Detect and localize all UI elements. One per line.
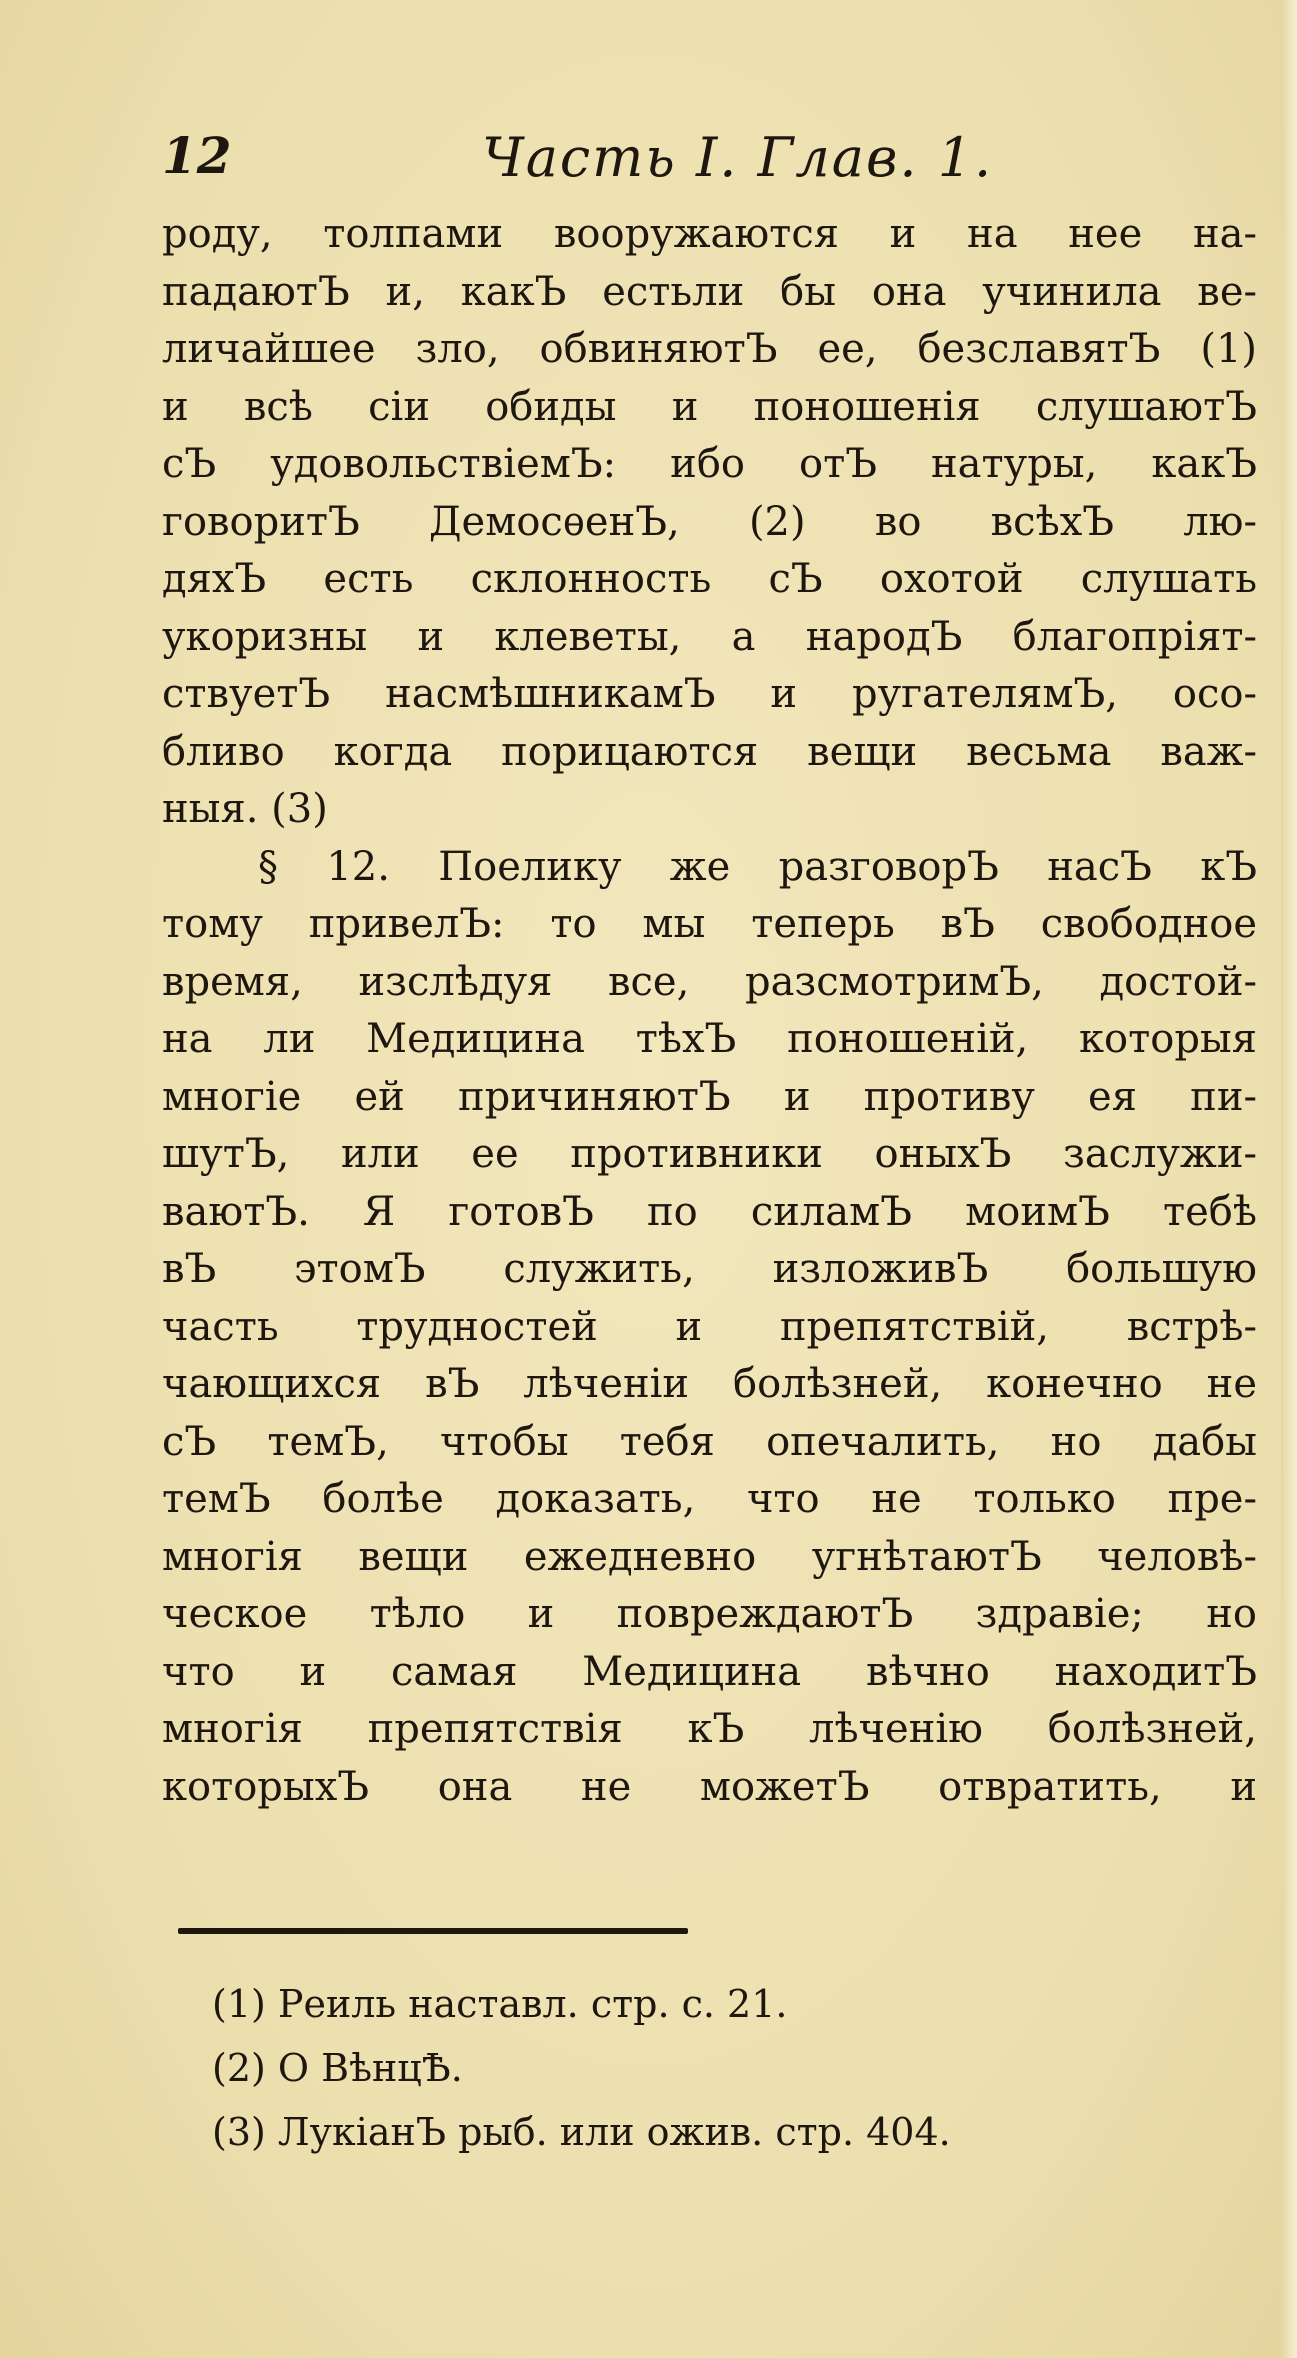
running-head: Часть I. Глав. 1.	[482, 126, 994, 189]
text-line: и всѣ сіи обиды и поношенія слушаютЪ	[162, 383, 1257, 430]
text-line: часть трудностей и препятствій, встрѣ-	[162, 1303, 1257, 1350]
text-line: ческое тѣло и повреждаютЪ здравіе; но	[162, 1591, 1257, 1637]
text-line: укоризны и клеветы, а народЪ благопріят-	[162, 613, 1257, 660]
page-header	[162, 118, 1262, 198]
text-line: роду, толпами вооружаются и на нее на-	[162, 211, 1257, 257]
text-line: бливо когда порицаются вещи весьма важ-	[162, 728, 1257, 775]
text-line: время, изслѣдуя все, разсмотримЪ, достой-	[162, 958, 1257, 1005]
text-line: многія препятствія кЪ лѣченію болѣзней,	[162, 1706, 1257, 1752]
footnote-3: (3) ЛукіанЪ рыб. или ожив. стр. 404.	[212, 2110, 951, 2154]
text-line: которыхЪ она не можетЪ отвратить, и	[162, 1763, 1257, 1810]
page-edge-shadow	[1281, 0, 1297, 2358]
footnote-2: (2) О ВѣнцѢ.	[212, 2046, 463, 2090]
text-line: чающихся вЪ лѣченіи болѣзней, конечно не	[162, 1361, 1257, 1407]
text-line: что и самая Медицина вѣчно находитЪ	[162, 1648, 1257, 1695]
text-line: на ли Медицина тѣхЪ поношеній, которыя	[162, 1016, 1257, 1062]
body-text	[162, 206, 1257, 1816]
text-line: ваютЪ. Я готовЪ по силамЪ моимЪ тебѣ	[162, 1188, 1257, 1235]
text-line: ствуетЪ насмѣшникамЪ и ругателямЪ, осо-	[162, 671, 1257, 717]
section-start-line: § 12. Поелику же разговорЪ насЪ кЪ	[258, 843, 1257, 890]
text-line: ныя. (3)	[162, 786, 328, 832]
text-line: сЪ удовольствіемЪ: ибо отЪ натуры, какЪ	[162, 441, 1257, 487]
text-line: тому привелЪ: то мы теперь вЪ свободное	[162, 901, 1257, 947]
text-line: темЪ болѣе доказать, что не только пре-	[162, 1476, 1257, 1522]
text-line: говоритЪ ДемосѳенЪ, (2) во всѣхЪ лю-	[162, 498, 1257, 545]
text-line: сЪ темЪ, чтобы тебя опечалить, но дабы	[162, 1418, 1257, 1465]
footnote-1: (1) Реиль наставл. стр. с. 21.	[212, 1982, 788, 2026]
text-line: дяхЪ есть склонность сЪ охотой слушать	[162, 556, 1257, 602]
text-line: многія вещи ежедневно угнѣтаютЪ человѣ-	[162, 1533, 1257, 1580]
text-line: вЪ этомЪ служить, изложивЪ большую	[162, 1246, 1257, 1292]
text-line: шутЪ, или ее противники оныхЪ заслужи-	[162, 1131, 1257, 1177]
page-number: 12	[162, 126, 232, 185]
text-line: личайшее зло, обвиняютЪ ее, безславятЪ (1)	[162, 326, 1257, 372]
footnote-rule	[178, 1928, 688, 1934]
text-line: падаютЪ и, какЪ естьли бы она учинила ве-	[162, 268, 1257, 315]
text-line: многіе ей причиняютЪ и противу ея пи-	[162, 1073, 1257, 1120]
footnotes	[212, 1972, 1212, 2164]
